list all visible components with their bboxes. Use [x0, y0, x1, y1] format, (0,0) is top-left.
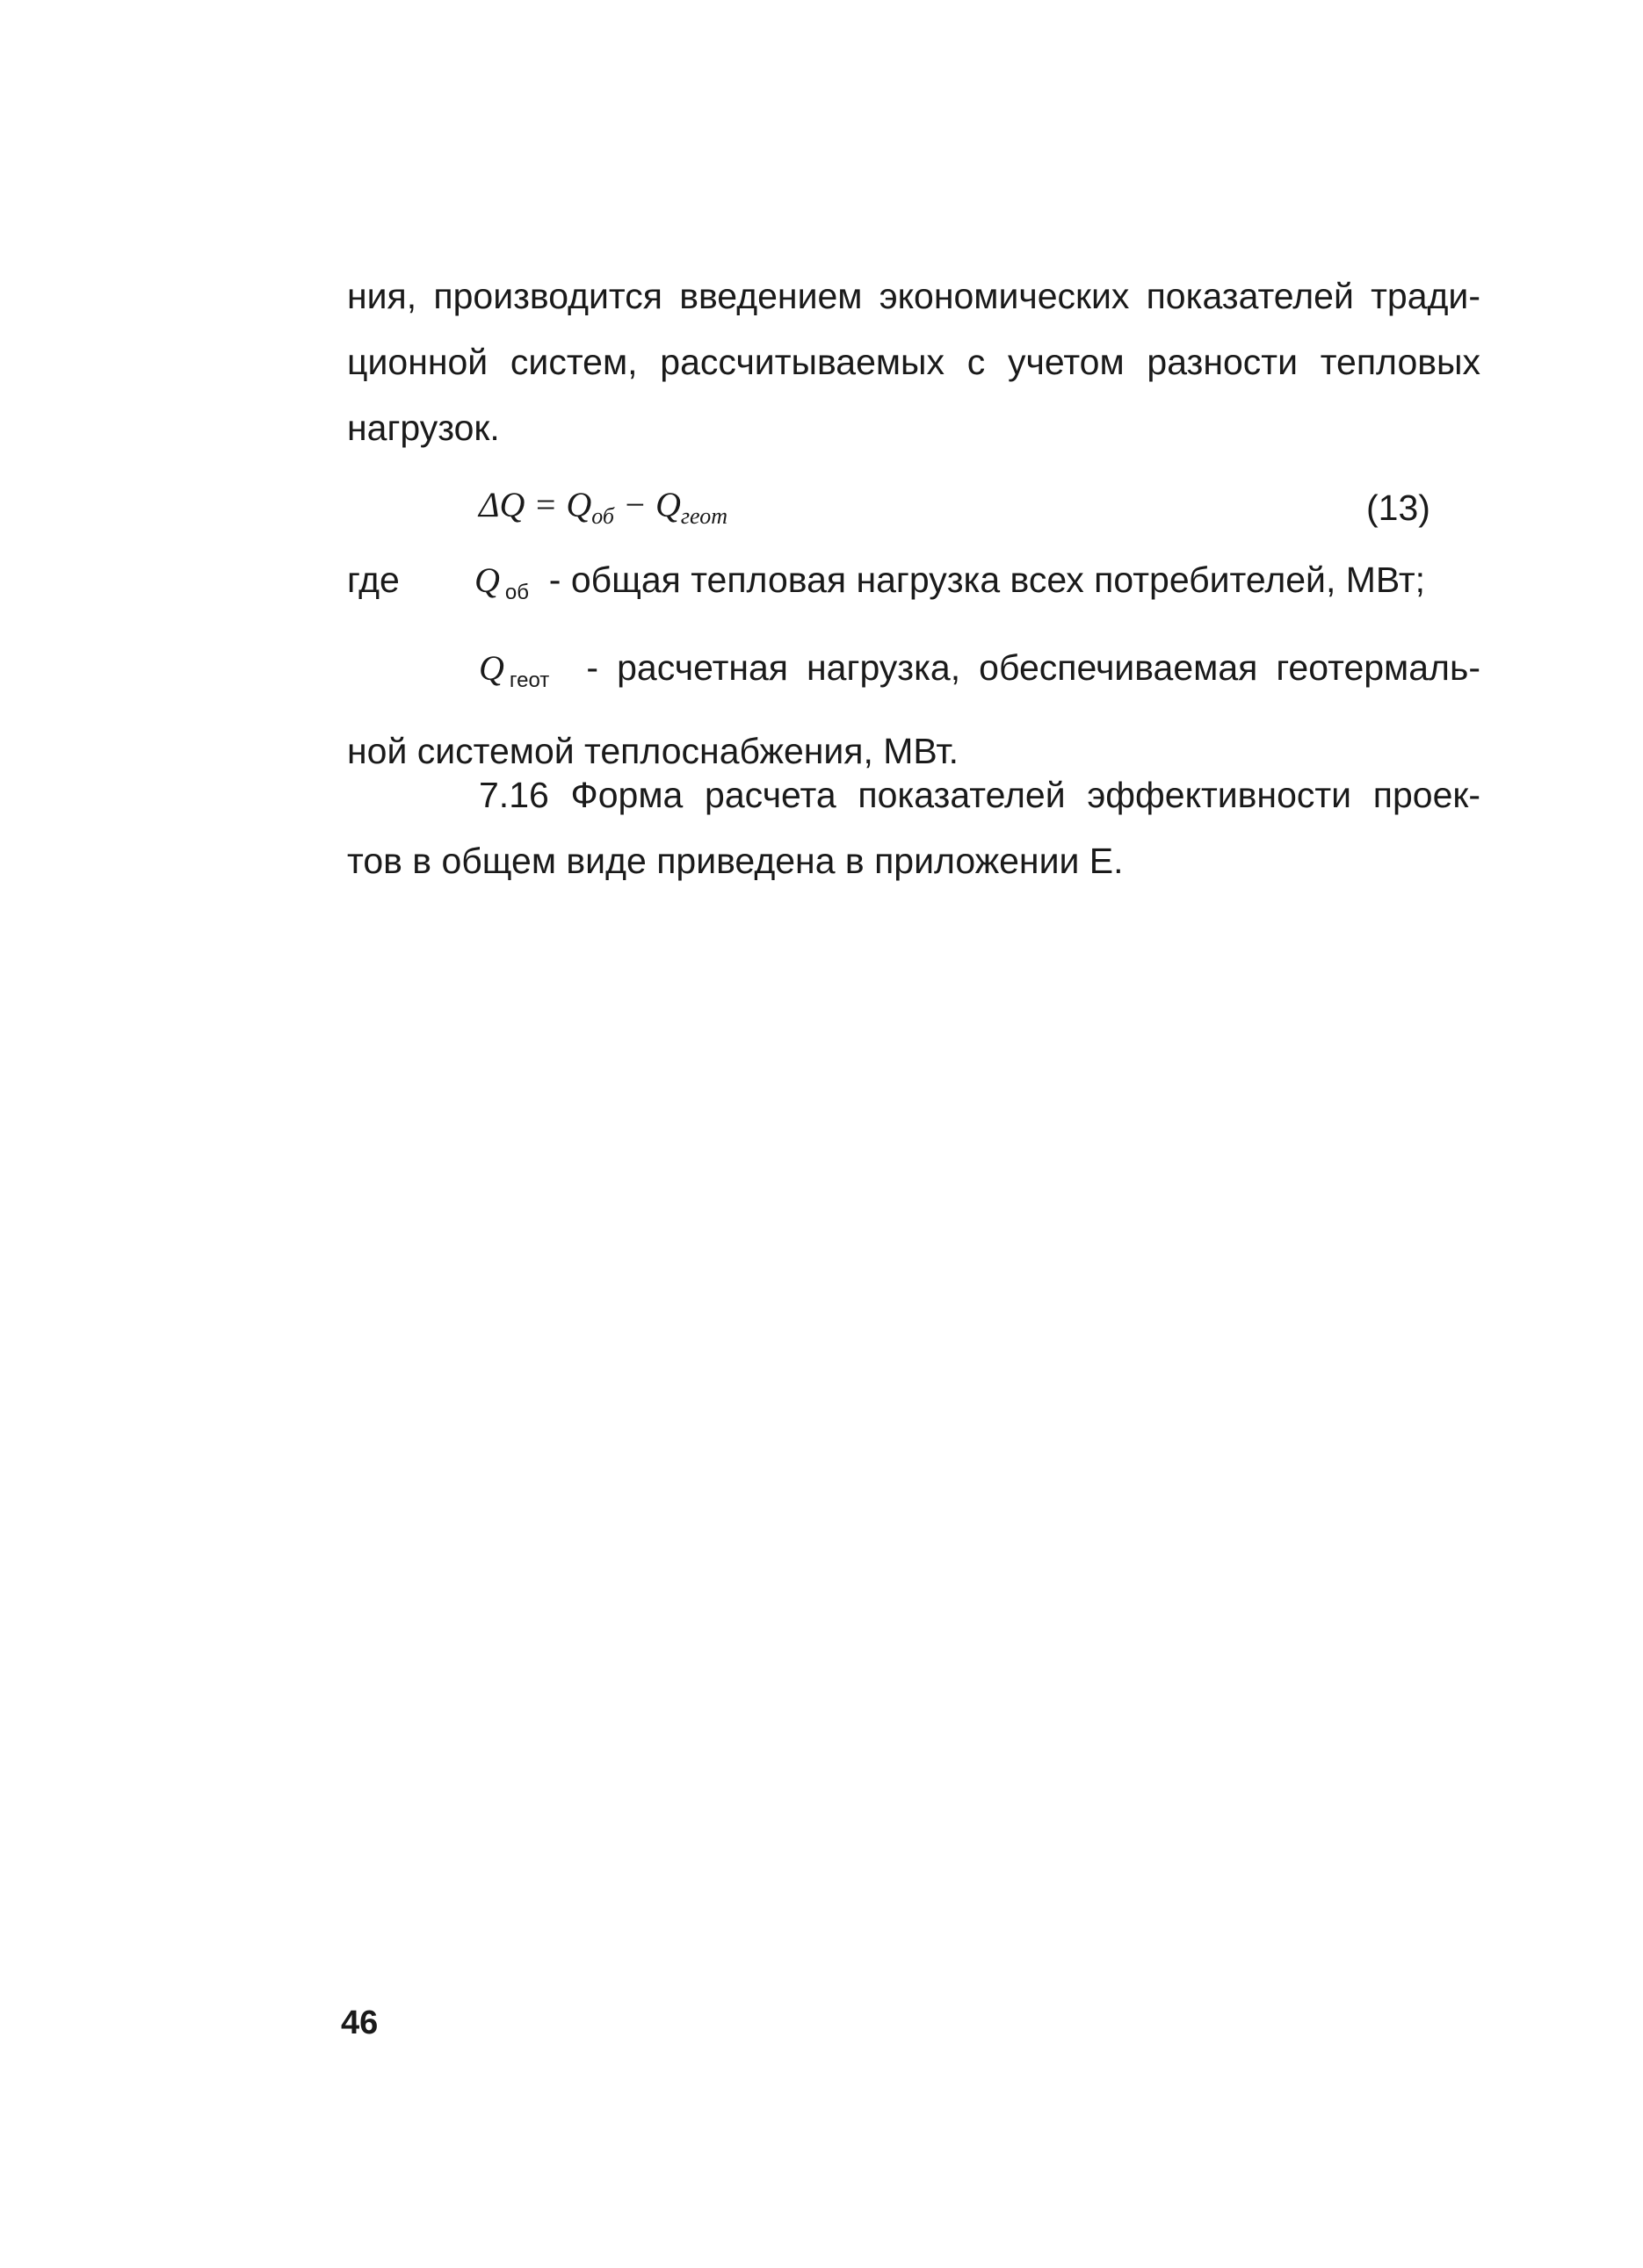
- paragraph-intro-line-1: ния, производится введением экономических показателей тради-: [347, 276, 1480, 316]
- formula-q1: Q: [566, 485, 592, 524]
- paragraph-7-16: [347, 762, 1480, 894]
- definition-q-ob: [474, 553, 1480, 619]
- formula-equals: =: [533, 485, 558, 524]
- formula-minus: −: [623, 485, 647, 524]
- formula-q2: Q: [655, 485, 681, 524]
- definition-q-geot-sub: геот: [509, 668, 550, 692]
- definition-q-ob-text: - общая тепловая нагрузка всех потребителей, МВт;: [548, 560, 1426, 600]
- definition-q-ob-symbol: Q: [474, 560, 500, 600]
- formula-q2-sub: геот: [680, 503, 728, 529]
- definition-q-ob-sub: об: [504, 581, 529, 604]
- where-label: где: [347, 560, 400, 600]
- definition-q-geot-symbol: Q: [479, 648, 504, 688]
- page-number: 46: [341, 2004, 379, 2041]
- paragraph-intro-line-3: нагрузок.: [347, 408, 500, 448]
- formula-lhs: ΔQ: [479, 485, 525, 524]
- paragraph-7-16-line-2: тов в общем виде приведена в приложении Е.: [347, 841, 1124, 881]
- definition-q-geot-text-2: ной системой теплоснабжения, МВт.: [347, 731, 959, 771]
- paragraph-intro-line-2: ционной систем, рассчитываемых с учетом разности тепловых: [347, 342, 1480, 382]
- formula-13: [479, 479, 727, 543]
- formula-q1-sub: об: [591, 503, 614, 529]
- definition-q-geot-text-1: - расчетная нагрузка, обеспечиваемая геотермаль-: [586, 647, 1480, 688]
- definition-q-geot-line-1: [347, 632, 1480, 716]
- equation-number: (13): [1366, 488, 1430, 528]
- paragraph-7-16-line-1: 7.16 Форма расчета показателей эффективности проек-: [479, 775, 1480, 815]
- paragraph-intro: [347, 264, 1480, 461]
